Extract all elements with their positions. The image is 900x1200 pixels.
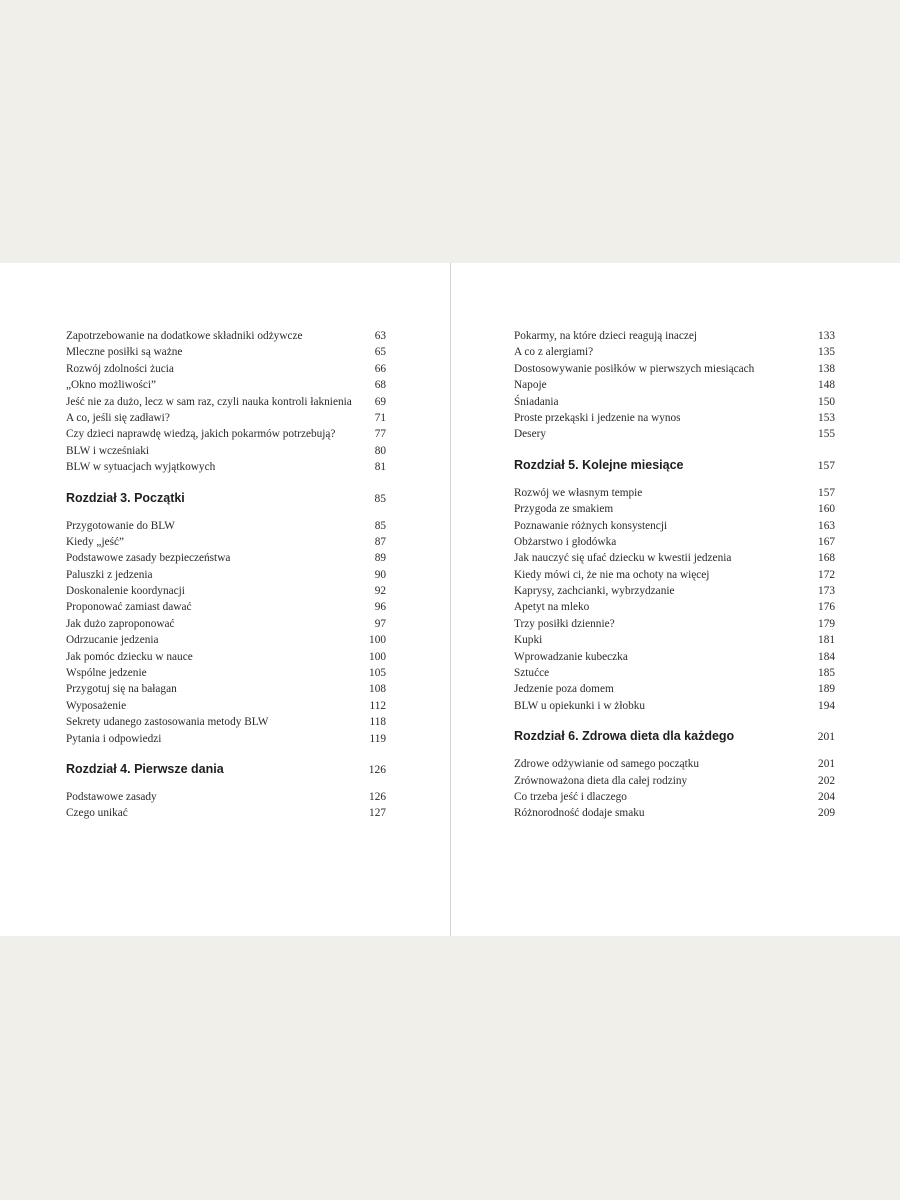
toc-entry-page-number: 89 [374,552,386,565]
toc-entry [514,599,835,615]
toc-entry-page-number: 90 [374,568,386,581]
toc-entry-page-number: 138 [818,362,835,375]
toc-entry-page-number: 68 [374,379,386,392]
toc-entry-page-number: 81 [374,461,386,474]
toc-entry-page-number: 126 [369,790,386,803]
toc-entry-page-number: 108 [369,683,386,696]
toc-entry-page-number: 92 [374,585,386,598]
toc-entry [514,773,835,789]
toc-entry-page-number: 167 [818,535,835,548]
toc-entry-page-number: 65 [374,346,386,359]
toc-entry-page-number: 181 [818,634,835,647]
toc-entry-title: Czego unikać [66,807,128,820]
toc-entry-title: Rozwój zdolności żucia [66,362,174,375]
toc-entry [66,567,386,583]
toc-entry [514,426,835,442]
chapter-heading [66,759,386,779]
toc-entry-page-number: 97 [374,617,386,630]
toc-entry-title: Śniadania [514,395,559,408]
toc-entry [514,805,835,821]
toc-entry-title: Proste przekąski i jedzenie na wynos [514,411,681,424]
toc-entry-page-number: 87 [374,535,386,548]
toc-entry-title: Doskonalenie koordynacji [66,585,185,598]
toc-entry [514,328,835,344]
toc-entry [66,599,386,615]
toc-entry-page-number: 172 [818,568,835,581]
toc-entry [514,550,835,566]
toc-entry-title: Różnorodność dodaje smaku [514,807,645,820]
chapter-title: Rozdział 3. Początki [66,490,185,505]
toc-entry-title: A co, jeśli się zadławi? [66,411,170,424]
toc-entry [514,698,835,714]
toc-entry-title: Wprowadzanie kubeczka [514,650,628,663]
toc-entry [66,649,386,665]
toc-entry-page-number: 66 [374,362,386,375]
chapter-page-number: 201 [817,731,835,744]
book-spread [0,263,900,936]
toc-entry-page-number: 112 [369,699,386,712]
toc-entry [66,731,386,747]
toc-entry-page-number: 77 [374,428,386,441]
toc-entry-title: Jeść nie za dużo, lecz w sam raz, czyli nauka kontroli łaknienia [66,395,352,408]
toc-entry-page-number: 179 [818,617,835,630]
toc-entry [514,616,835,632]
toc-entry-page-number: 155 [818,428,835,441]
toc-entry [66,714,386,730]
toc-entry [66,518,386,534]
toc-entry-title: Podstawowe zasady [66,790,157,803]
toc-entry-page-number: 204 [818,790,835,803]
toc-entry [514,632,835,648]
toc-entry [66,616,386,632]
toc-entry-page-number: 63 [374,330,386,342]
toc-entry-page-number: 133 [818,330,835,342]
toc-entry-title: Dostosowywanie posiłków w pierwszych miesiącach [514,362,755,375]
toc-entry-title: Desery [514,428,546,441]
toc-entry-page-number: 150 [818,395,835,408]
toc-entry-page-number: 201 [818,758,835,771]
toc-entry-title: Obżarstwo i głodówka [514,535,617,548]
toc-section [514,756,835,822]
toc-entry [66,344,386,360]
toc-entry-page-number: 105 [369,667,386,680]
toc-entry [66,681,386,697]
toc-entry-title: Przygoda ze smakiem [514,503,614,516]
toc-entry-page-number: 168 [818,552,835,565]
toc-entry-page-number: 173 [818,585,835,598]
toc-entry [514,377,835,393]
toc-entry-title: BLW i wcześniaki [66,444,150,457]
toc-entry-page-number: 157 [818,486,835,499]
toc-entry-title: Zrównoważona dieta dla całej rodziny [514,774,688,787]
toc-entry-page-number: 184 [818,650,835,663]
toc-entry-title: Zapotrzebowanie na dodatkowe składniki odżywcze [66,330,303,342]
toc-entry-title: Pokarmy, na które dzieci reagują inaczej [514,330,698,342]
toc-entry-page-number: 202 [818,774,835,787]
toc-entry [66,632,386,648]
toc-entry-page-number: 148 [818,379,835,392]
toc-entry-title: Kupki [514,634,543,647]
page-gutter [450,263,451,936]
toc-entry-title: Mleczne posiłki są ważne [66,346,183,359]
toc-entry-title: Kiedy „jeść” [66,535,125,548]
toc-entry-title: Rozwój we własnym tempie [514,486,643,499]
toc-entry-title: Apetyt na mleko [514,601,590,614]
toc-entry-title: Jak pomóc dziecku w nauce [66,650,193,663]
toc-entry [66,410,386,426]
toc-entry-title: Sztućce [514,667,550,680]
chapter-heading [66,488,386,508]
toc-entry-page-number: 153 [818,411,835,424]
toc-entry-title: Podstawowe zasady bezpieczeństwa [66,552,231,565]
toc-entry-page-number: 185 [818,667,835,680]
toc-entry [514,344,835,360]
toc-entry-title: Zdrowe odżywianie od samego początku [514,758,700,771]
toc-entry-title: Napoje [514,379,547,392]
toc-entry [514,485,835,501]
toc-entry-title: Paluszki z jedzenia [66,568,153,581]
toc-entry-page-number: 160 [818,503,835,516]
toc-entry-page-number: 189 [818,683,835,696]
toc-entry-title: Czy dzieci naprawdę wiedzą, jakich pokarmów potrzebują? [66,428,336,441]
toc-section [66,518,386,747]
toc-entry-page-number: 119 [369,732,386,745]
toc-entry-title: Wspólne jedzenie [66,667,147,680]
chapter-title: Rozdział 5. Kolejne miesiące [514,457,684,472]
toc-entry-title: Poznawanie różnych konsystencji [514,519,668,532]
chapter-heading [514,726,835,746]
chapter-heading [514,455,835,475]
toc-entry-page-number: 80 [374,444,386,457]
toc-entry-title: Proponować zamiast dawać [66,601,192,614]
toc-entry-title: Jak dużo zaproponować [66,617,175,630]
left-page [66,328,386,822]
toc-entry [514,681,835,697]
toc-entry-page-number: 69 [374,395,386,408]
toc-entry [66,665,386,681]
toc-entry [66,789,386,805]
toc-entry [514,361,835,377]
toc-entry-title: Jak nauczyć się ufać dziecku w kwestii jedzenia [514,552,732,565]
toc-entry-page-number: 194 [818,699,835,712]
toc-entry-title: Odrzucanie jedzenia [66,634,159,647]
toc-entry [66,583,386,599]
toc-entry [66,426,386,442]
toc-entry [514,789,835,805]
chapter-title: Rozdział 4. Pierwsze dania [66,761,224,776]
toc-entry [66,534,386,550]
toc-section [514,485,835,714]
toc-entry-title: Przygotuj się na bałagan [66,683,177,696]
toc-entry-page-number: 71 [374,411,386,424]
chapter-page-number: 157 [817,459,835,472]
toc-entry [66,394,386,410]
toc-entry-title: Pytania i odpowiedzi [66,732,162,745]
toc-entry-title: BLW u opiekunki i w żłobku [514,699,646,712]
toc-entry [514,501,835,517]
chapter-page-number: 126 [368,763,386,776]
toc-section [514,328,835,443]
toc-entry-title: Sekrety udanego zastosowania metody BLW [66,716,269,729]
toc-section [66,789,386,822]
toc-entry [514,583,835,599]
toc-entry [66,361,386,377]
toc-entry-page-number: 135 [818,346,835,359]
toc-entry-title: Kiedy mówi ci, że nie ma ochoty na więcej [514,568,710,581]
chapter-page-number: 85 [374,492,386,505]
toc-entry [514,534,835,550]
toc-entry [66,550,386,566]
toc-entry [514,567,835,583]
toc-entry-title: Wyposażenie [66,699,127,712]
toc-entry [66,698,386,714]
toc-entry-page-number: 96 [374,601,386,614]
toc-entry-title: Trzy posiłki dziennie? [514,617,615,630]
toc-entry [514,518,835,534]
toc-entry [514,649,835,665]
toc-entry-title: „Okno możliwości” [66,379,157,392]
toc-section [66,328,386,476]
toc-entry [514,756,835,772]
toc-entry [66,805,386,821]
toc-entry-title: A co z alergiami? [514,346,594,359]
toc-entry [66,459,386,475]
toc-entry [66,328,386,344]
chapter-title: Rozdział 6. Zdrowa dieta dla każdego [514,729,735,744]
toc-entry-title: Co trzeba jeść i dlaczego [514,790,627,803]
toc-entry [514,665,835,681]
toc-entry-page-number: 127 [369,807,386,820]
toc-entry-page-number: 100 [369,634,386,647]
toc-entry [66,377,386,393]
toc-entry-page-number: 100 [369,650,386,663]
toc-entry-title: Kaprysy, zachcianki, wybrzydzanie [514,585,675,598]
toc-entry [66,443,386,459]
right-page [514,328,835,822]
toc-entry-page-number: 118 [369,716,386,729]
toc-entry-page-number: 176 [818,601,835,614]
toc-entry-page-number: 85 [374,519,386,532]
toc-entry-title: Jedzenie poza domem [514,683,614,696]
toc-entry [514,410,835,426]
toc-entry [514,394,835,410]
toc-entry-title: Przygotowanie do BLW [66,519,175,532]
toc-entry-page-number: 163 [818,519,835,532]
toc-entry-page-number: 209 [818,807,835,820]
toc-entry-title: BLW w sytuacjach wyjątkowych [66,461,216,474]
